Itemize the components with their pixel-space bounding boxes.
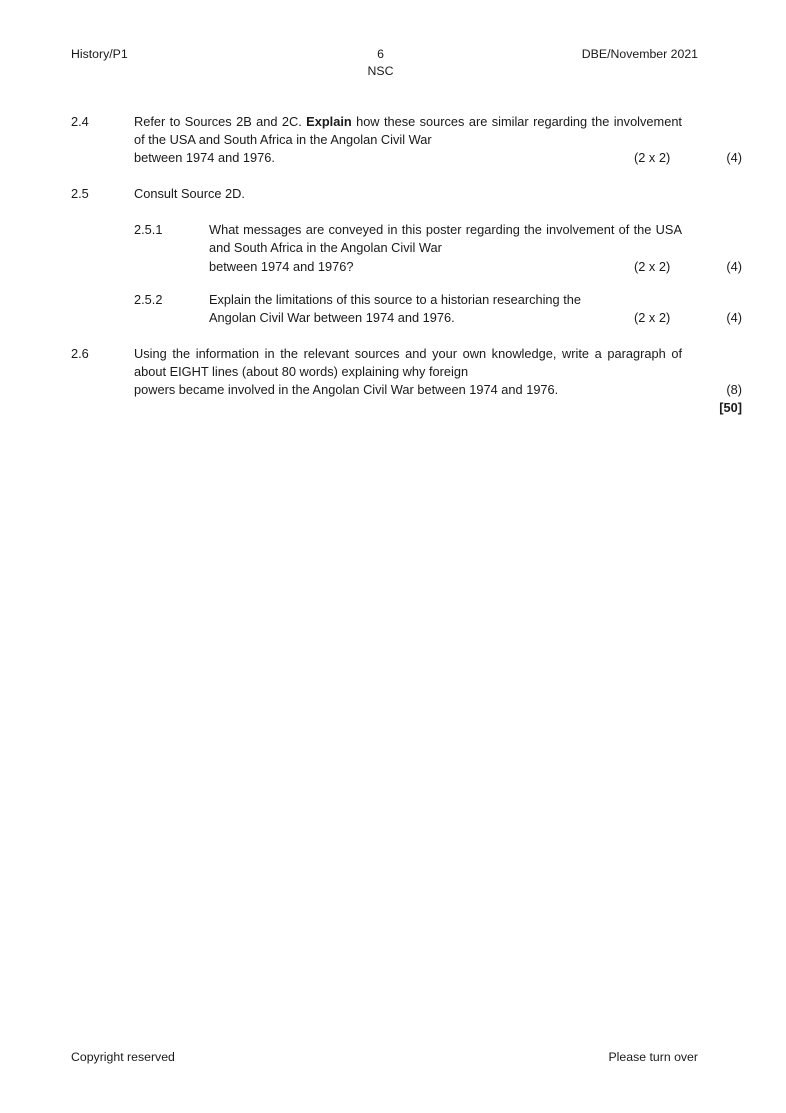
question-number: 2.5: [71, 186, 89, 202]
page-header: [71, 46, 698, 82]
question-2-5-2: [71, 291, 742, 327]
question-text: [134, 113, 682, 167]
question-text: [209, 291, 682, 327]
spacer: [71, 327, 742, 345]
question-text-body: Using the information in the relevant sources and your own knowledge, write a paragraph of about EIGHT lines (about 80 words) explaining why foreign: [134, 345, 682, 379]
question-text-part-2: how these sources are similar regarding the involvement of the USA and South Africa in the Angolan Civil War: [134, 114, 682, 148]
copyright-notice: Copyright reserved: [71, 1050, 175, 1064]
spacer: [71, 167, 742, 185]
marks-total: (4): [726, 309, 742, 325]
question-keyword-explain: Explain: [306, 114, 352, 129]
question-number: 2.5.1: [134, 222, 163, 238]
marks-total: (4): [726, 150, 742, 166]
spacer: [71, 276, 742, 291]
question-text-last-line: between 1974 and 1976?: [209, 258, 354, 274]
header-page-number: 6: [377, 47, 384, 61]
question-text: [134, 185, 682, 203]
header-qualification: NSC: [367, 64, 394, 78]
question-text: [209, 221, 682, 275]
question-text-last-line: powers became involved in the Angolan Civil War between 1974 and 1976.: [134, 382, 559, 398]
header-subject: History/P1: [71, 47, 128, 61]
question-number: 2.4: [71, 114, 89, 129]
page-footer: [71, 1049, 698, 1067]
question-list: [71, 113, 742, 416]
marks-breakdown: (2 x 2): [634, 150, 671, 166]
question-2-5: [71, 185, 742, 203]
question-number: 2.5.2: [134, 291, 163, 307]
question-text-body: What messages are conveyed in this poster regarding the involvement of the USA and South Africa in the Angolan Civil War: [209, 222, 682, 256]
question-text-body: Explain the limitations of this source to a historian researching the: [209, 291, 582, 307]
question-text-line: Consult Source 2D.: [134, 186, 245, 202]
question-2-5-1: [71, 221, 742, 275]
marks-total: (4): [726, 258, 742, 274]
marks-total: (8): [726, 382, 742, 398]
question-text: [134, 345, 682, 399]
spacer: [71, 203, 742, 221]
question-2-4: [71, 113, 742, 167]
question-number: 2.6: [71, 345, 89, 361]
header-exam-session: DBE/November 2021: [581, 47, 698, 61]
question-text-last-line: Angolan Civil War between 1974 and 1976.: [209, 309, 455, 325]
question-2-6: [71, 345, 742, 416]
question-text-part-1: Refer to Sources 2B and 2C.: [134, 114, 307, 129]
marks-breakdown: (2 x 2): [634, 309, 671, 325]
turn-over-notice: Please turn over: [608, 1050, 698, 1064]
question-text-last-line: between 1974 and 1976.: [134, 150, 275, 166]
marks-breakdown: (2 x 2): [634, 258, 671, 274]
section-total: [50]: [719, 400, 742, 416]
